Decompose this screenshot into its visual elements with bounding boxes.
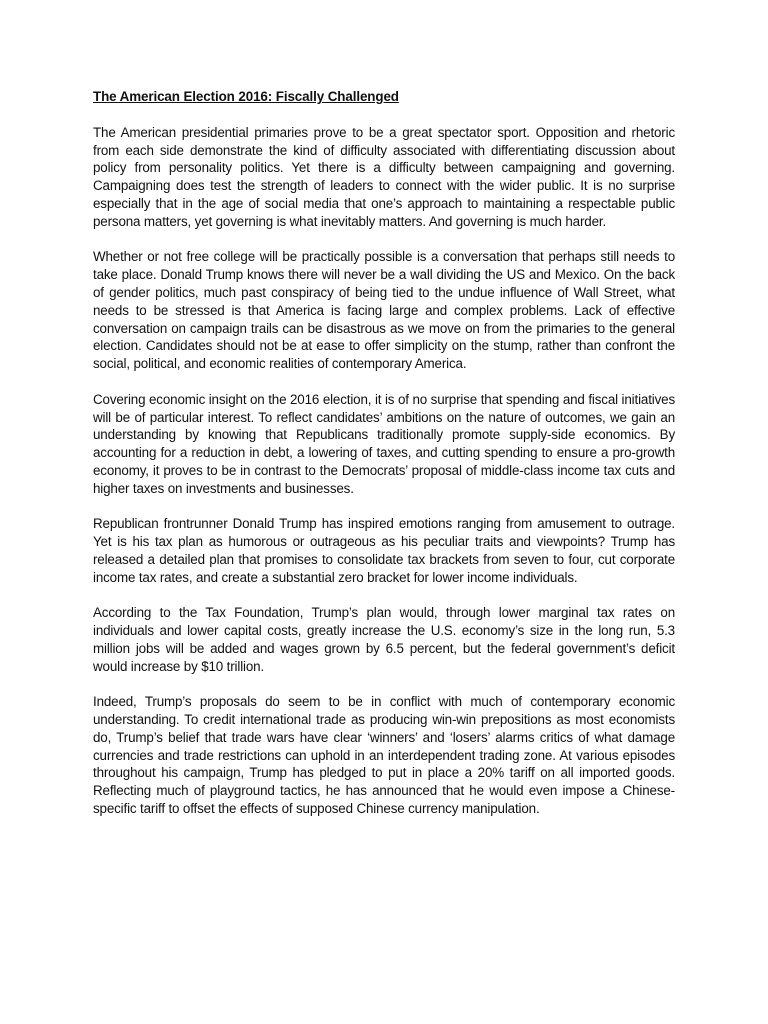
paragraph-6: Indeed, Trump’s proposals do seem to be in conflict with much of contemporary economic understanding. To credit international trade as producing win-win prepositions as most economists do, Trump’s belief that trade wars have clear ‘winners’ and ‘losers’ alarms critics of what damage currencies and trade restrictions can uphold in an interdependent trading zone. At various episodes throughout his campaign, Trump has pledged to put in place a 20% tariff on all imported goods. Reflecting much of playground tactics, he has announced that he would even impose a Chinese-specific tariff to offset the effects of supposed Chinese currency manipulation.: [93, 694, 675, 817]
paragraph-2: Whether or not free college will be practically possible is a conversation that perhaps still needs to take place. Donald Trump knows there will never be a wall dividing the US and Mexico. On the back of gender politics, much past conspiracy of being tied to the undue influence of Wall Street, what needs to be stressed is that America is facing large and complex problems. Lack of effective conversation on campaign trails can be disastrous as we move on from the primaries to the general election. Candidates should not be at ease to offer simplicity on the stump, rather than confront the social, political, and economic realities of contemporary America.: [93, 249, 675, 372]
paragraph-5: According to the Tax Foundation, Trump’s plan would, through lower marginal tax rates on individuals and lower capital costs, greatly increase the U.S. economy’s size in the long run, 5.3 million jobs will be added and wages grown by 6.5 percent, but the federal government’s deficit would increase by $10 trillion.: [93, 605, 675, 674]
paragraph-1: The American presidential primaries prove to be a great spectator sport. Opposition and rhetoric from each side demonstrate the kind of difficulty associated with differentiating discussion about policy from personality politics. Yet there is a difficulty between campaigning and governing. Campaigning does test the strength of leaders to connect with the wider public. It is no surprise especially that in the age of social media that one’s approach to maintaining a respectable public persona matters, yet governing is what inevitably matters. And governing is much harder.: [93, 124, 675, 229]
document-title: The American Election 2016: Fiscally Challenged: [93, 89, 399, 104]
paragraph-3: Covering economic insight on the 2016 election, it is of no surprise that spending and fiscal initiatives will be of particular interest. To reflect candidates’ ambitions on the nature of outcomes, we gain an understanding by knowing that Republicans traditionally promote supply-side economics. By accounting for a reduction in debt, a lowering of taxes, and cutting spending to ensure a pro-growth economy, it proves to be in contrast to the Democrats’ proposal of middle-class income tax cuts and higher taxes on investments and businesses.: [93, 391, 675, 496]
document-page: [93, 88, 675, 836]
paragraph-4: Republican frontrunner Donald Trump has inspired emotions ranging from amusement to outrage. Yet is his tax plan as humorous or outrageous as his peculiar traits and viewpoints? Trump has released a detailed plan that promises to consolidate tax brackets from seven to four, cut corporate income tax rates, and create a substantial zero bracket for lower income individuals.: [93, 516, 675, 585]
